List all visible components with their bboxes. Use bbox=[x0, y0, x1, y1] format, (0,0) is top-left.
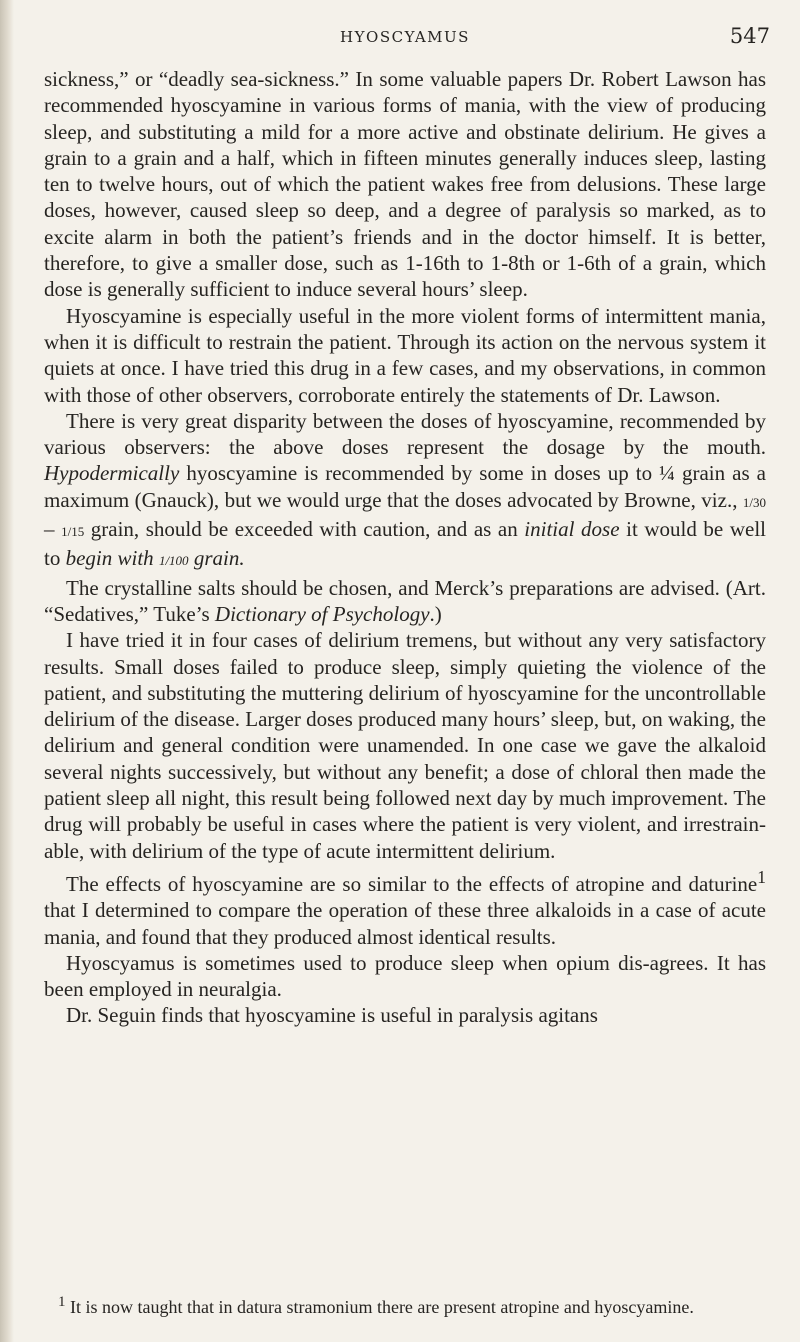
page-header bbox=[40, 18, 770, 58]
footnote bbox=[44, 1292, 766, 1317]
italic-text: Dictionary of Psychology bbox=[214, 601, 430, 626]
paragraph-6 bbox=[44, 864, 766, 950]
paragraph-5: I have tried it in four cases of delirium tremens, but without any very satisfactory results. Small doses failed to produce sleep, simply quieting the violence of the patient, and substituting the muttering delirium of hyoscyamine for the uncontrollable delirium of the disease. Larger doses produced many hours’ sleep, but, on waking, the delirium and general condition were unamended. In one case we gave the alkaloid several nights successively, but without any benefit; a dose of chloral then made the patient sleep all night, this result being followed next day by much improvement. The drug will probably be useful in cases where the patient is very violent, and irrestrain-able, with delirium of the type of acute intermittent delirium. bbox=[44, 628, 766, 863]
footnote-body: It is now taught that in datura stramonium there are present atropine and hyoscyamine. bbox=[65, 1297, 694, 1317]
text-run: There is very great disparity between the doses of hyoscyamine, recommended by various observers: the above doses represent the dosage by the mouth. bbox=[44, 408, 766, 460]
text-run: that I determined to compare the operation of these three alkaloids in a case of acute mania, and found that they produced almost identical results. bbox=[44, 898, 766, 949]
paragraph-8: Dr. Seguin finds that hyoscyamine is useful in paralysis agitans bbox=[66, 1003, 598, 1028]
text-run: grain, should be exceeded with caution, and as an bbox=[84, 517, 525, 542]
footnote-marker: 1 bbox=[58, 1294, 66, 1310]
page-number: 547 bbox=[729, 24, 770, 48]
paragraph-4 bbox=[44, 575, 766, 628]
paragraph-7: Hyoscyamus is sometimes used to produce sleep when opium dis-agrees. It has been employed in neuralgia. bbox=[44, 950, 766, 1002]
fraction: ¼ bbox=[659, 461, 675, 486]
italic-text: grain. bbox=[188, 546, 245, 571]
text-run: grain as a maximum (Gnauck), but we would urge that the doses advocated by Browne, viz., bbox=[44, 461, 766, 512]
page-binding-shadow bbox=[0, 0, 14, 1342]
footnote-reference: 1 bbox=[757, 866, 766, 887]
running-head: HYOSCYAMUS bbox=[340, 28, 470, 46]
text-run: it would be well to bbox=[44, 517, 766, 571]
body-text bbox=[44, 66, 766, 1029]
italic-text: begin with bbox=[65, 546, 159, 571]
text-run: The crystalline salts should be chosen, and Merck’s preparations are advised. (Art. “Sedatives,” Tuke’s bbox=[44, 575, 766, 626]
text-run: .) bbox=[429, 601, 442, 626]
fraction: 1/100 bbox=[158, 553, 189, 569]
italic-text: Hypodermically bbox=[44, 461, 180, 486]
paragraph-1: sickness,” or “deadly sea-sickness.” In some valuable papers Dr. Robert Lawson has recommended hyoscyamine in various forms of mania, with the view of producing sleep, and substituting a mild for a more active and obstinate delirium. He gives a grain to a grain and a half, which in fifteen minutes generally induces sleep, lasting ten to twelve hours, out of which the patient wakes free from delusions. These large doses, however, caused sleep so deep, and a degree of paralysis so marked, as to excite alarm in both the patient’s friends and in the doctor himself. It is better, therefore, to give a smaller dose, such as 1-16th to 1-8th or 1-6th of a grain, which dose is generally sufficient to induce several hours’ sleep. bbox=[44, 67, 766, 302]
fraction: 1/30 bbox=[742, 494, 766, 510]
paragraph-2: Hyoscyamine is especially useful in the more violent forms of intermittent mania, when it is difficult to restrain the patient. Through its action on the nervous system it quiets at once. I have tried this drug in a few cases, and my observations, in common with those of other observers, corroborate entirely the statements of Dr. Lawson. bbox=[44, 303, 766, 407]
text-run: – bbox=[44, 517, 62, 542]
text-run: The effects of hyoscyamine are so similar to the effects of atropine and daturine bbox=[66, 871, 758, 896]
text-run: hyoscyamine is recommended by some in doses up to bbox=[179, 461, 660, 486]
fraction: 1/15 bbox=[61, 524, 85, 540]
footnote-text bbox=[44, 1292, 766, 1317]
paragraph-3 bbox=[44, 408, 766, 575]
italic-text: initial dose bbox=[524, 517, 620, 542]
